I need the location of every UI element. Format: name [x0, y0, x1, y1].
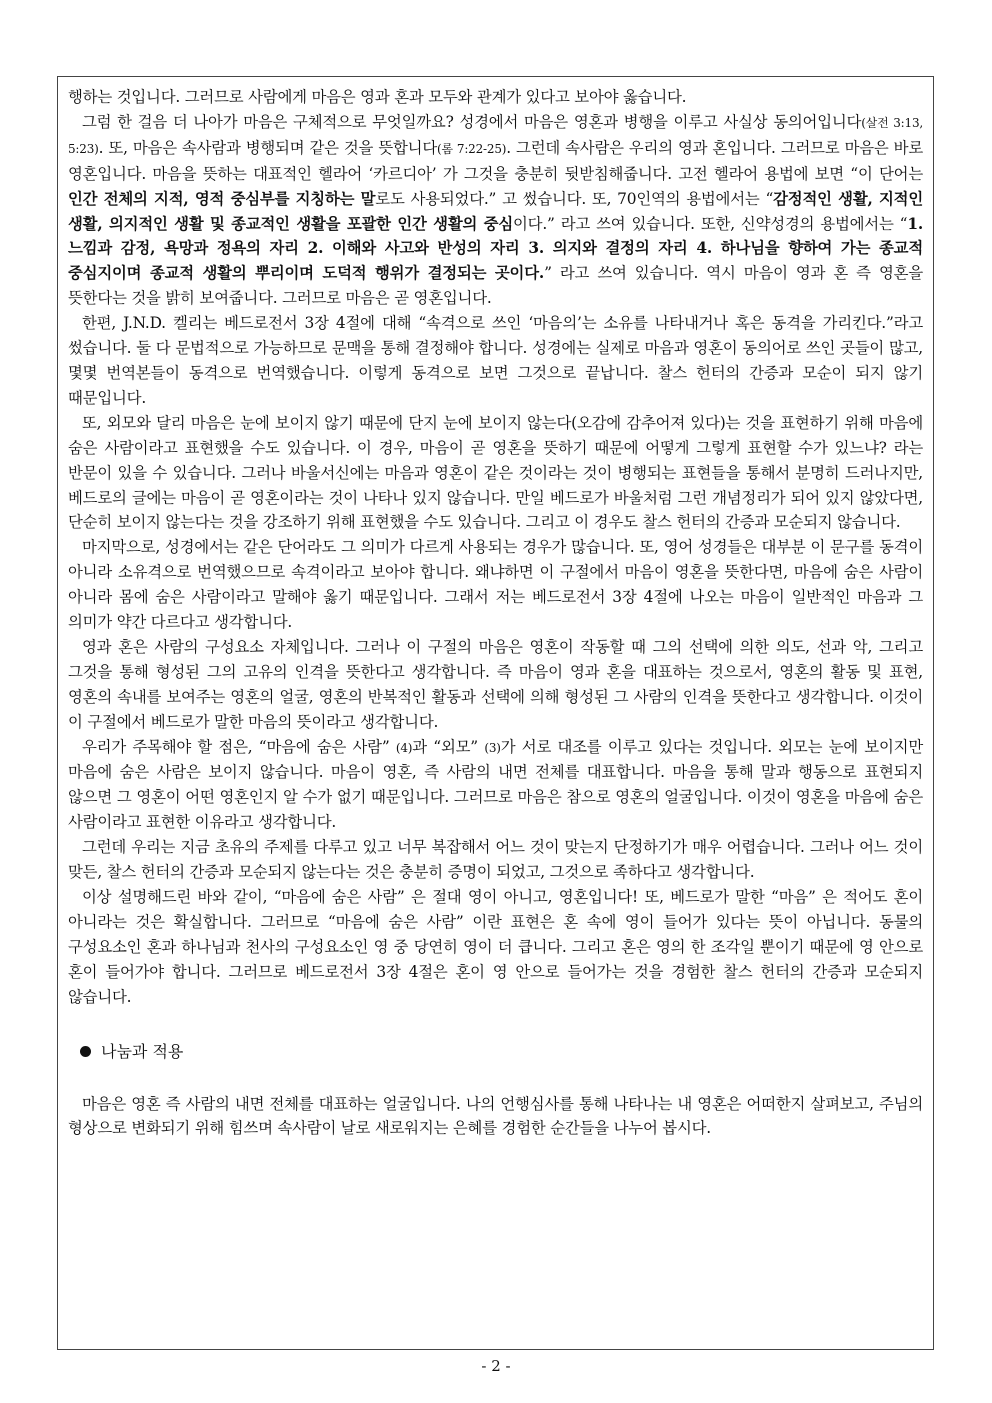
bullet-icon: [80, 1046, 91, 1057]
paragraph: 영과 혼은 사람의 구성요소 자체입니다. 그러나 이 구절의 마음은 영혼이 작동할 때 그의 선택에 의한 의도, 선과 악, 그리고 그것을 통해 형성된 그의 고유의 인격을 뜻한다고 생각합니다. 즉 마음이 영과 혼을 대표하는 것으로서, 영혼의 활동 및 표현, 영혼의 속내를 보여주는 영혼의 얼굴, 영혼의 반복적인 활동과 선택에 의해 형성된 그 사람의 인격을 뜻한다고 생각합니다. 이것이 이 구절에서 베드로가 말한 마음의 뜻이라고 생각합니다.: [68, 637, 923, 731]
paragraph: 마지막으로, 성경에서는 같은 단어라도 그 의미가 다르게 사용되는 경우가 많습니다. 또, 영어 성경들은 대부분 이 문구를 동격이 아니라 소유격으로 번역했으므로 속격이라고 보아야 합니다. 왜냐하면 이 구절에서 마음이 영혼을 뜻한다면, 마음에 숨은 사람이 아니라 몸에 숨은 사람이라고 말해야 옳기 때문입니다. 그래서 저는 베드로전서 3장 4절에 나오는 마음이 일반적인 마음과 그 의미가 약간 다르다고 생각합니다.: [68, 538, 923, 632]
paragraph: 또, 외모와 달리 마음은 눈에 보이지 않기 때문에 단지 눈에 보이지 않는다(오감에 감추어져 있다)는 것을 표현하기 위해 마음에 숨은 사람이라고 표현했을 수도 있습니다. 이 경우, 마음이 곧 영혼을 뜻하기 때문에 어떻게 그렇게 표현할 수가 있느냐? 라는 반문이 있을 수 있습니다. 그러나 바울서신에는 마음과 영혼이 같은 것이라는 것이 병행되는 표현들을 통해서 분명히 드러나지만, 베드로의 글에는 마음이 곧 영혼이라는 것이 나타나 있지 않습니다. 만일 베드로가 바울처럼 그런 개념정리가 되어 있지 않았다면, 단순히 보이지 않는다는 것을 강조하기 위해 표현했을 수도 있습니다. 그리고 이 경우도 찰스 헌터의 간증과 모순되지 않습니다.: [68, 413, 923, 532]
paragraph: 우리가 주목해야 할 점은, “마음에 숨은 사람” (4)과 “외모” (3)가 서로 대조를 이루고 있다는 것입니다. 외모는 눈에 보이지만 마음에 숨은 사람은 보이지 않습니다. 마음이 영혼, 즉 사람의 내면 전체를 대표합니다. 마음을 통해 말과 행동으로 표현되지 않으면 그 영혼이 어떤 영혼인지 알 수가 없기 때문입니다. 그러므로 마음은 참으로 영혼의 얼굴입니다. 이것이 영혼을 마음에 숨은 사람이라고 표현한 이유라고 생각합니다.: [68, 737, 923, 832]
scripture-ref: (살전 3:13, 5:23): [68, 115, 923, 156]
emphasis: 1. 느낌과 감정, 욕망과 정욕의 자리 2. 이해와 사고와 반성의 자리 3. 의지와 결정의 자리 4. 하나님을 향하여 가는 종교적 중심지이며 종교적 생활의 뿌리이며 도덕적 행위가 결정되는 곳이다.: [68, 214, 923, 283]
scripture-ref: (롬 7:22-25): [437, 141, 507, 156]
page-frame: [57, 76, 934, 1350]
section-heading-text: 나눔과 적용: [101, 1041, 184, 1061]
verse-ref: (4): [395, 740, 413, 755]
paragraph: 이상 설명해드린 바와 같이, “마음에 숨은 사람” 은 절대 영이 아니고, 영혼입니다! 또, 베드로가 말한 “마음” 은 적어도 혼이 아니라는 것은 확실합니다. 그러므로 “마음에 숨은 사람” 이란 표현은 혼 속에 영이 들어가 있다는 뜻이 아닙니다. 동물의 구성요소인 혼과 하나님과 천사의 구성요소인 영 중 당연히 영이 더 큽니다. 그리고 혼은 영의 한 조각일 뿐이기 때문에 영 안으로 혼이 들어가야 합니다. 그러므로 베드로전서 3장 4절은 혼이 영 안으로 들어가는 것을 경험한 찰스 헌터의 간증과 모순되지 않습니다.: [68, 888, 923, 1006]
paragraph: 한편, J.N.D. 켈리는 베드로전서 3장 4절에 대해 “속격으로 쓰인 ‘마음의’는 소유를 나타내거나 혹은 동격을 가리킨다.”라고 썼습니다. 둘 다 문법적으로 가능하므로 문맥을 통해 결정해야 합니다. 성경에는 실제로 마음과 영혼이 동의어로 쓰인 곳들이 많고, 몇몇 번역본들이 동격으로 번역했습니다. 이렇게 동격으로 보면 그것으로 끝납니다. 찰스 헌터의 간증과 모순이 되지 않기 때문입니다.: [68, 314, 923, 407]
application-text: [68, 1092, 923, 1142]
emphasis: 감정적인 생활, 지적인 생활, 의지적인 생활 및 종교적인 생활을 포괄한 인간 생활의 중심: [68, 189, 923, 233]
emphasis: 인간 전체의 지적, 영적 중심부를 지칭하는 말: [68, 189, 376, 208]
verse-ref: (3): [484, 740, 501, 755]
paragraph: 그럼 한 걸음 더 나아가 마음은 구체적으로 무엇일까요? 성경에서 마음은 영혼과 병행을 이루고 사실상 동의어입니다(살전 3:13, 5:23). 또, 마음은 속사람과 병행되며 같은 것을 뜻합니다(롬 7:22-25). 그런데 속사람은 우리의 영과 혼입니다. 그러므로 마음은 바로 영혼입니다. 마음을 뜻하는 대표적인 헬라어 ‘카르디아’ 가 그것을 충분히 뒷받침해줍니다. 고전 헬라어 용법에 보면 “이 단어는 인간 전체의 지적, 영적 중심부를 지칭하는 말로도 사용되었다.” 고 썼습니다. 또, 70인역의 용법에서는 “감정적인 생활, 지적인 생활, 의지적인 생활 및 종교적인 생활을 포괄한 인간 생활의 중심이다.” 라고 쓰여 있습니다. 또한, 신약성경의 용법에서는 “1. 느낌과 감정, 욕망과 정욕의 자리 2. 이해와 사고와 반성의 자리 3. 의지와 결정의 자리 4. 하나님을 향하여 가는 종교적 중심지이며 종교적 생활의 뿌리이며 도덕적 행위가 결정되는 곳이다.” 라고 쓰여 있습니다. 역시 마음이 영과 혼 즉 영혼을 뜻한다는 것을 밝히 보여줍니다. 그러므로 마음은 곧 영혼입니다.: [68, 112, 924, 308]
paragraph: 행하는 것입니다. 그러므로 사람에게 마음은 영과 혼과 모두와 관계가 있다고 보아야 옳습니다.: [68, 88, 687, 106]
page-number: - 2 -: [481, 1357, 511, 1375]
section-heading: [80, 1040, 923, 1064]
paragraph: 마음은 영혼 즉 사람의 내면 전체를 대표하는 얼굴입니다. 나의 언행심사를 통해 나타나는 내 영혼은 어떠한지 살펴보고, 주님의 형상으로 변화되기 위해 힘쓰며 속사람이 날로 새로워지는 은혜를 경험한 순간들을 나누어 봅시다.: [68, 1094, 923, 1138]
body-text: [68, 85, 923, 1010]
paragraph: 그런데 우리는 지금 초유의 주제를 다루고 있고 너무 복잡해서 어느 것이 맞는지 단정하기가 매우 어렵습니다. 그러나 어느 것이 맞든, 찰스 헌터의 간증과 모순되지 않는다는 것은 충분히 증명이 되었고, 그것으로 족하다고 생각합니다.: [68, 838, 923, 882]
